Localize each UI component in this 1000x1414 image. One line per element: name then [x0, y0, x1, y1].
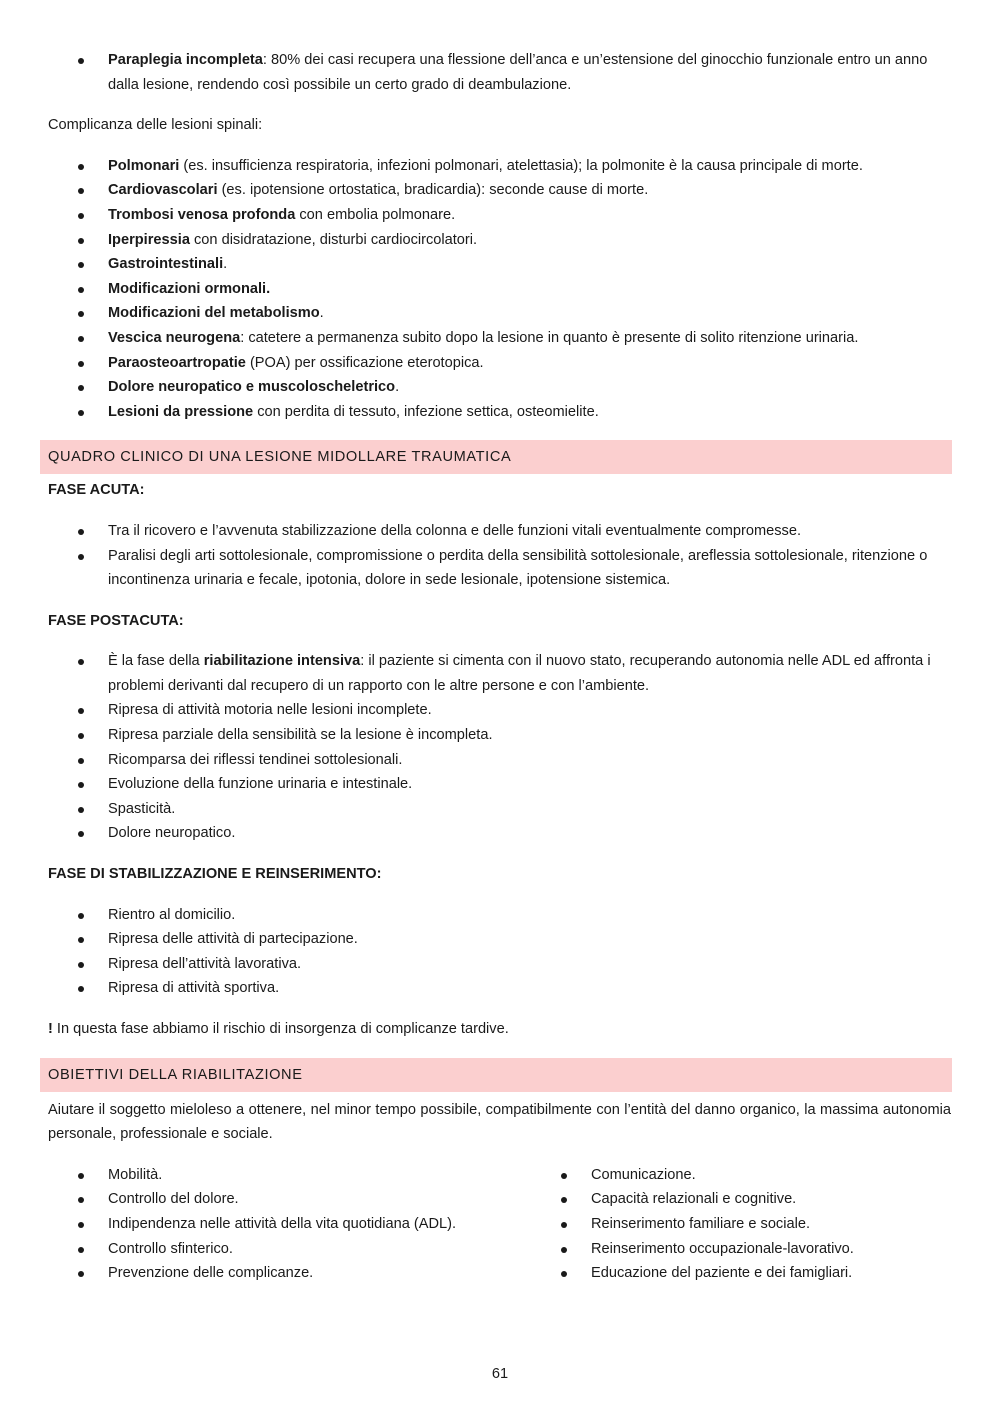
fase-postacuta-heading: FASE POSTACUTA:: [48, 612, 184, 629]
complications-list: [48, 154, 951, 425]
intro-list: [48, 48, 951, 97]
list-item: Indipendenza nelle attività della vita quotidiana (ADL).: [48, 1212, 471, 1237]
list-item: Paraplegia incompleta: 80% dei casi recupera una flessione dell’anca e un’estensione del ginocchio funzionale entro un anno dalla lesione, rendendo così possibile un certo grado di deambulazione.: [48, 48, 951, 97]
fase-acuta-heading: FASE ACUTA:: [48, 482, 145, 499]
fase-stabilizzazione-list: [48, 903, 951, 1001]
list-item: Dolore neuropatico e muscoloscheletrico.: [48, 375, 951, 400]
list-item: Reinserimento occupazionale-lavorativo.: [531, 1237, 951, 1262]
list-item: Modificazioni del metabolismo.: [48, 301, 951, 326]
list-item: Controllo sfinterico.: [48, 1237, 471, 1262]
obiettivi-list-left: [48, 1163, 471, 1286]
list-item: Ripresa di attività motoria nelle lesioni incomplete.: [48, 698, 951, 723]
list-item: Ricomparsa dei riflessi tendinei sottolesionali.: [48, 748, 951, 773]
list-item: Cardiovascolari (es. ipotensione ortostatica, bradicardia): seconde cause di morte.: [48, 178, 951, 203]
list-item: Evoluzione della funzione urinaria e intestinale.: [48, 772, 951, 797]
obiettivi-columns: [48, 1163, 951, 1286]
list-item: Paralisi degli arti sottolesionale, compromissione o perdita della sensibilità sottolesionale, areflessia sottolesionale, ritenzione o incontinenza urinaria e fecale, ipotonia, dolore in sede lesionale, ipotensione sistemica.: [48, 544, 951, 593]
obiettivi-list-right: [531, 1163, 951, 1286]
list-item: Ripresa dell’attività lavorativa.: [48, 952, 951, 977]
list-item: Reinserimento familiare e sociale.: [531, 1212, 951, 1237]
complications-heading: Complicanza delle lesioni spinali:: [48, 117, 263, 134]
fase-postacuta-list: [48, 649, 951, 846]
page-content: [48, 48, 951, 1286]
list-item: Polmonari (es. insufficienza respiratoria, infezioni polmonari, atelettasia); la polmonite è la causa principale di morte.: [48, 154, 951, 179]
warning-note: ! In questa fase abbiamo il rischio di insorgenza di complicanze tardive.: [48, 1021, 509, 1037]
list-item: È la fase della riabilitazione intensiva: il paziente si cimenta con il nuovo stato, recuperando autonomia nelle ADL ed affronta i problemi derivanti dal recupero di un rapporto con le altre persone e con l’ambiente.: [48, 649, 951, 698]
list-item: Prevenzione delle complicanze.: [48, 1261, 471, 1286]
list-item: Capacità relazionali e cognitive.: [531, 1187, 951, 1212]
fase-stabilizzazione-heading: FASE DI STABILIZZAZIONE E REINSERIMENTO:: [48, 866, 382, 883]
warning-mark: !: [48, 1021, 53, 1037]
list-item: Dolore neuropatico.: [48, 821, 951, 846]
list-item: Modificazioni ormonali.: [48, 277, 951, 302]
list-item: Ripresa di attività sportiva.: [48, 976, 951, 1001]
list-item: Comunicazione.: [531, 1163, 951, 1188]
list-item: Vescica neurogena: catetere a permanenza subito dopo la lesione in quanto è presente di solito ritenzione urinaria.: [48, 326, 951, 351]
list-item: Tra il ricovero e l’avvenuta stabilizzazione della colonna e delle funzioni vitali eventualmente compromesse.: [48, 519, 951, 544]
fase-acuta-list: [48, 519, 951, 593]
list-item: Ripresa parziale della sensibilità se la lesione è incompleta.: [48, 723, 951, 748]
obiettivi-intro: Aiutare il soggetto mieloleso a ottenere, nel minor tempo possibile, compatibilmente con l’entità del danno organico, la massima autonomia personale, professionale e sociale.: [48, 1101, 951, 1143]
list-item: Ripresa delle attività di partecipazione.: [48, 927, 951, 952]
list-item: Iperpiressia con disidratazione, disturbi cardiocircolatori.: [48, 228, 951, 253]
page-number: 61: [491, 1366, 509, 1382]
list-item: Rientro al domicilio.: [48, 903, 951, 928]
list-item: Trombosi venosa profonda con embolia polmonare.: [48, 203, 951, 228]
section-banner-obiettivi: OBIETTIVI DELLA RIABILITAZIONE: [40, 1058, 952, 1092]
list-item: Paraosteoartropatie (POA) per ossificazione eterotopica.: [48, 351, 951, 376]
list-item: Lesioni da pressione con perdita di tessuto, infezione settica, osteomielite.: [48, 400, 951, 425]
list-item: Controllo del dolore.: [48, 1187, 471, 1212]
list-item: Educazione del paziente e dei famigliari.: [531, 1261, 951, 1286]
list-item: Mobilità.: [48, 1163, 471, 1188]
section-banner-quadro: QUADRO CLINICO DI UNA LESIONE MIDOLLARE TRAUMATICA: [40, 440, 952, 474]
list-item: Spasticità.: [48, 797, 951, 822]
list-item: Gastrointestinali.: [48, 252, 951, 277]
